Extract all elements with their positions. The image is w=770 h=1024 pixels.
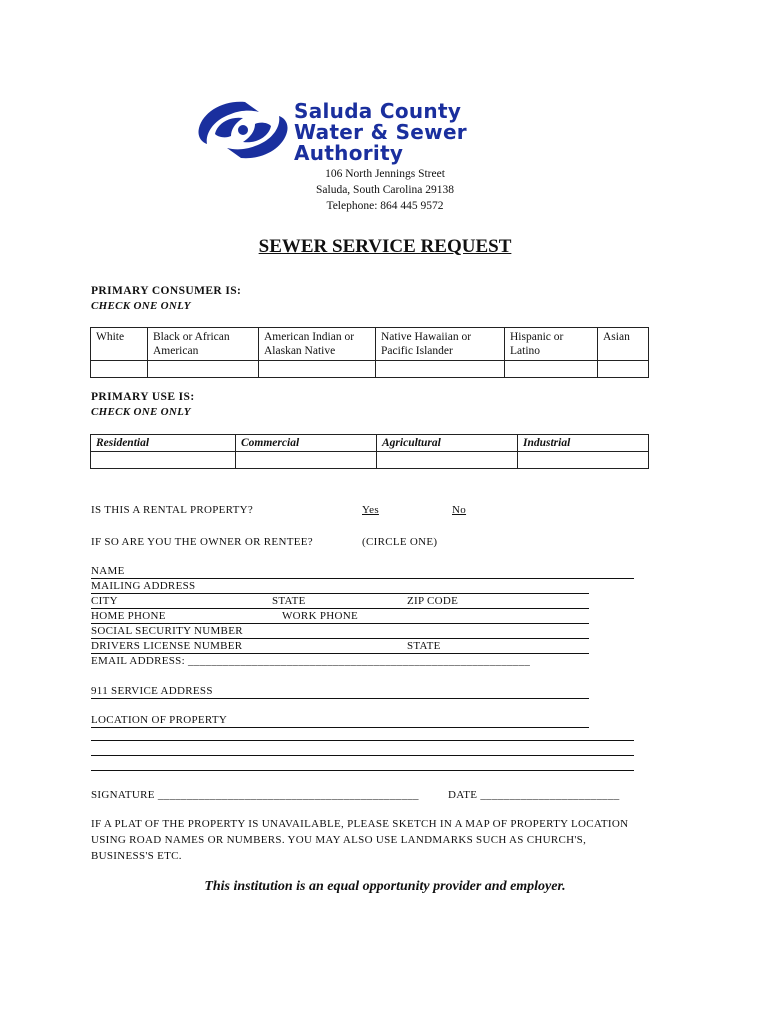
location-line-2[interactable] — [91, 740, 634, 741]
city-state-zip-field[interactable] — [91, 608, 589, 609]
ssn-label: SOCIAL SECURITY NUMBER — [91, 625, 243, 637]
consumer-checkbox-cell[interactable] — [598, 361, 649, 378]
page-title: SEWER SERVICE REQUEST — [258, 236, 512, 257]
signature-field[interactable]: SIGNATURE _____________________________________________ — [91, 789, 419, 801]
use-checkbox-cell[interactable] — [91, 452, 236, 469]
location-label: LOCATION OF PROPERTY — [91, 714, 228, 726]
logo-text-line3: Authority — [294, 141, 404, 165]
mailing-address-field[interactable] — [91, 593, 589, 594]
consumer-checkbox-cell[interactable] — [376, 361, 505, 378]
service-address-label: 911 SERVICE ADDRESS — [91, 685, 213, 697]
equal-opportunity-statement: This institution is an equal opportunity provider and employer. — [204, 879, 566, 894]
location-field[interactable] — [91, 727, 589, 728]
drivers-license-field[interactable] — [91, 653, 589, 654]
swirl-logo-icon — [193, 98, 293, 162]
dl-state-label: STATE — [407, 640, 441, 652]
consumer-checkbox-cell[interactable] — [91, 361, 148, 378]
consumer-option-header: Native Hawaiian or Pacific Islander — [376, 328, 505, 361]
ssn-field[interactable] — [91, 638, 589, 639]
consumer-label: PRIMARY CONSUMER IS: — [91, 285, 242, 297]
rental-no-option[interactable]: No — [452, 504, 467, 516]
consumer-option-header: Hispanic or Latino — [505, 328, 598, 361]
consumer-checkbox-cell[interactable] — [148, 361, 259, 378]
work-phone-label: WORK PHONE — [282, 610, 359, 622]
use-option-header: Agricultural — [377, 435, 518, 452]
zip-label: ZIP CODE — [407, 595, 459, 607]
use-checkbox-cell[interactable] — [236, 452, 377, 469]
use-checkbox-cell[interactable] — [518, 452, 649, 469]
name-label: NAME — [91, 565, 125, 577]
consumer-checkbox-cell[interactable] — [505, 361, 598, 378]
circle-one-note: (CIRCLE ONE) — [362, 536, 438, 548]
mailing-address-label: MAILING ADDRESS — [91, 580, 196, 592]
use-option-header: Industrial — [518, 435, 649, 452]
address-line2: Saluda, South Carolina 29138 — [316, 184, 454, 196]
logo-text-line1: Saluda County — [294, 99, 462, 123]
consumer-option-header: American Indian or Alaskan Native — [259, 328, 376, 361]
logo-text-line2: Water & Sewer — [294, 120, 467, 144]
state-label: STATE — [272, 595, 306, 607]
use-checkbox-cell[interactable] — [377, 452, 518, 469]
consumer-table — [90, 327, 649, 378]
service-address-field[interactable] — [91, 698, 589, 699]
consumer-option-header: White — [91, 328, 148, 361]
consumer-checkbox-cell[interactable] — [259, 361, 376, 378]
location-line-3[interactable] — [91, 755, 634, 756]
consumer-option-header: Black or African American — [148, 328, 259, 361]
location-line-4[interactable] — [91, 770, 634, 771]
consumer-subtitle: CHECK ONE ONLY — [91, 300, 191, 312]
telephone: Telephone: 864 445 9572 — [326, 200, 444, 212]
rental-yes-option[interactable]: Yes — [362, 504, 379, 516]
drivers-license-label: DRIVERS LICENSE NUMBER — [91, 640, 243, 652]
use-label: PRIMARY USE IS: — [91, 391, 195, 403]
name-field[interactable] — [91, 578, 634, 579]
email-field[interactable]: EMAIL ADDRESS: ___________________________________________________________ — [91, 655, 531, 667]
owner-question: IF SO ARE YOU THE OWNER OR RENTEE? — [91, 536, 313, 548]
use-subtitle: CHECK ONE ONLY — [91, 406, 191, 418]
consumer-option-header: Asian — [598, 328, 649, 361]
phone-field[interactable] — [91, 623, 589, 624]
use-table — [90, 434, 649, 469]
rental-question: IS THIS A RENTAL PROPERTY? — [91, 504, 254, 516]
date-field[interactable]: DATE ________________________ — [448, 789, 620, 801]
use-option-header: Commercial — [236, 435, 377, 452]
plat-instructions: IF A PLAT OF THE PROPERTY IS UNAVAILABLE, PLEASE SKETCH IN A MAP OF PROPERTY LOCATION USING ROAD NAMES OR NUMBERS. YOU MAY ALSO USE LANDMARKS SUCH AS CHURCH'S, BUSINESS'S ETC. — [91, 818, 629, 862]
use-option-header: Residential — [91, 435, 236, 452]
home-phone-label: HOME PHONE — [91, 610, 166, 622]
city-label: CITY — [91, 595, 118, 607]
address-line1: 106 North Jennings Street — [325, 168, 445, 180]
